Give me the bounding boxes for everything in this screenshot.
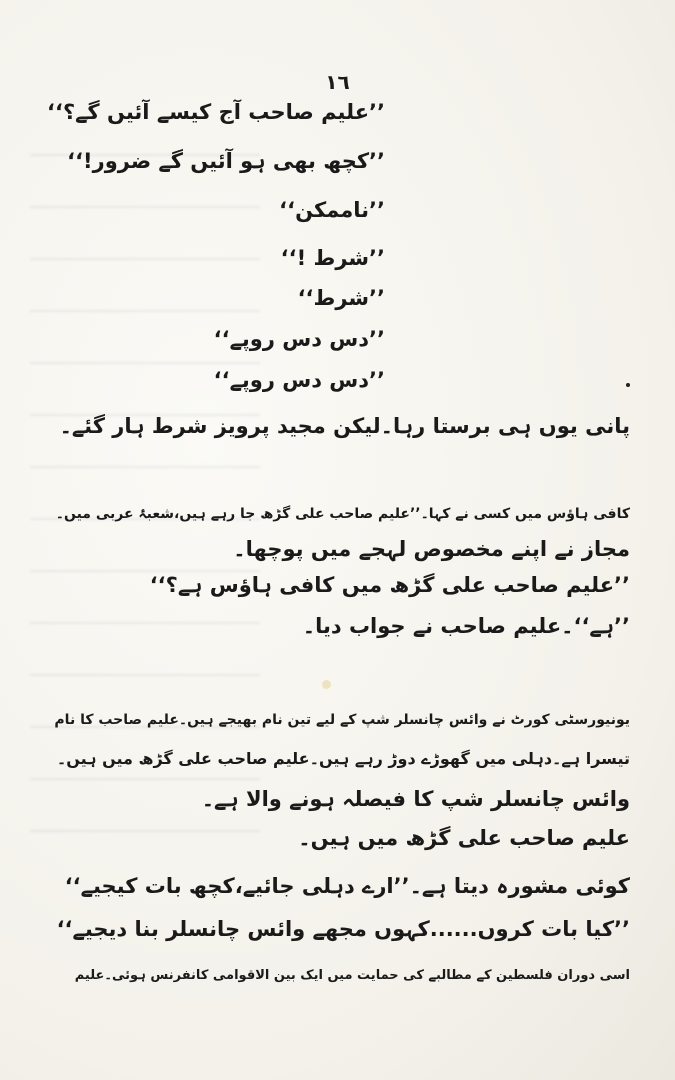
paragraph-3-line-2: تیسرا ہے۔دہلی میں گھوڑے دوڑ رہے ہیں۔علیم صاحب علی گڑھ میں ہیں۔ [56,749,630,768]
paragraph-3-line-1: یونیورسٹی کورٹ نے وائس چانسلر شپ کے لیے تین نام بھیجے ہیں۔علیم صاحب کا نام [54,712,630,728]
dialogue-line-5: ’’شرط‘‘ [297,286,385,310]
dialogue-line-4: ’’شرط !‘‘ [280,246,385,270]
dialogue-line-7: ’’دس دس روپے‘‘ [213,368,385,392]
paragraph-2-line-2: مجاز نے اپنے مخصوص لہجے میں پوچھا۔ [233,537,630,561]
dialogue-line-6: ’’دس دس روپے‘‘ [213,327,385,351]
narration-line-1: پانی یوں ہی برستا رہا۔لیکن مجید پرویز شرط ہار گئے۔ [59,414,630,438]
paragraph-3-line-7: اسی دوران فلسطین کے مطالبے کی حمایت میں ایک بین الاقوامی کانفرنس ہوئی۔علیم [74,968,630,983]
dialogue-line-1: ’’علیم صاحب آج کیسے آئیں گے؟‘‘ [46,100,385,124]
paragraph-3-line-4: علیم صاحب علی گڑھ میں ہیں۔ [298,826,630,850]
paragraph-2-line-4: ’’ہے‘‘۔علیم صاحب نے جواب دیا۔ [302,614,630,638]
paragraph-2-line-3: ’’علیم صاحب علی گڑھ میں کافی ہاؤس ہے؟‘‘ [149,573,630,597]
page-number: ١٦ [325,70,350,94]
paragraph-3-line-3: وائس چانسلر شپ کا فیصلہ ہونے والا ہے۔ [201,787,630,811]
dialogue-line-2: ’’کچھ بھی ہو آئیں گے ضرور!‘‘ [67,149,385,173]
paragraph-2-line-1: کافی ہاؤس میں کسی نے کہا۔’’علیم صاحب علی گڑھ جا رہے ہیں،شعبۂ عربی میں۔ [55,506,630,522]
paper-speck [322,680,331,689]
stray-dot [626,383,630,387]
dialogue-line-3: ’’ناممکن‘‘ [279,198,385,222]
paragraph-3-line-6: ’’کیا بات کروں......کہوں مجھے وائس چانسلر بنا دیجیے‘‘ [56,917,630,941]
paragraph-3-line-5: کوئی مشورہ دیتا ہے۔’’ارے دہلی جائیے،کچھ بات کیجیے‘‘ [64,874,630,898]
